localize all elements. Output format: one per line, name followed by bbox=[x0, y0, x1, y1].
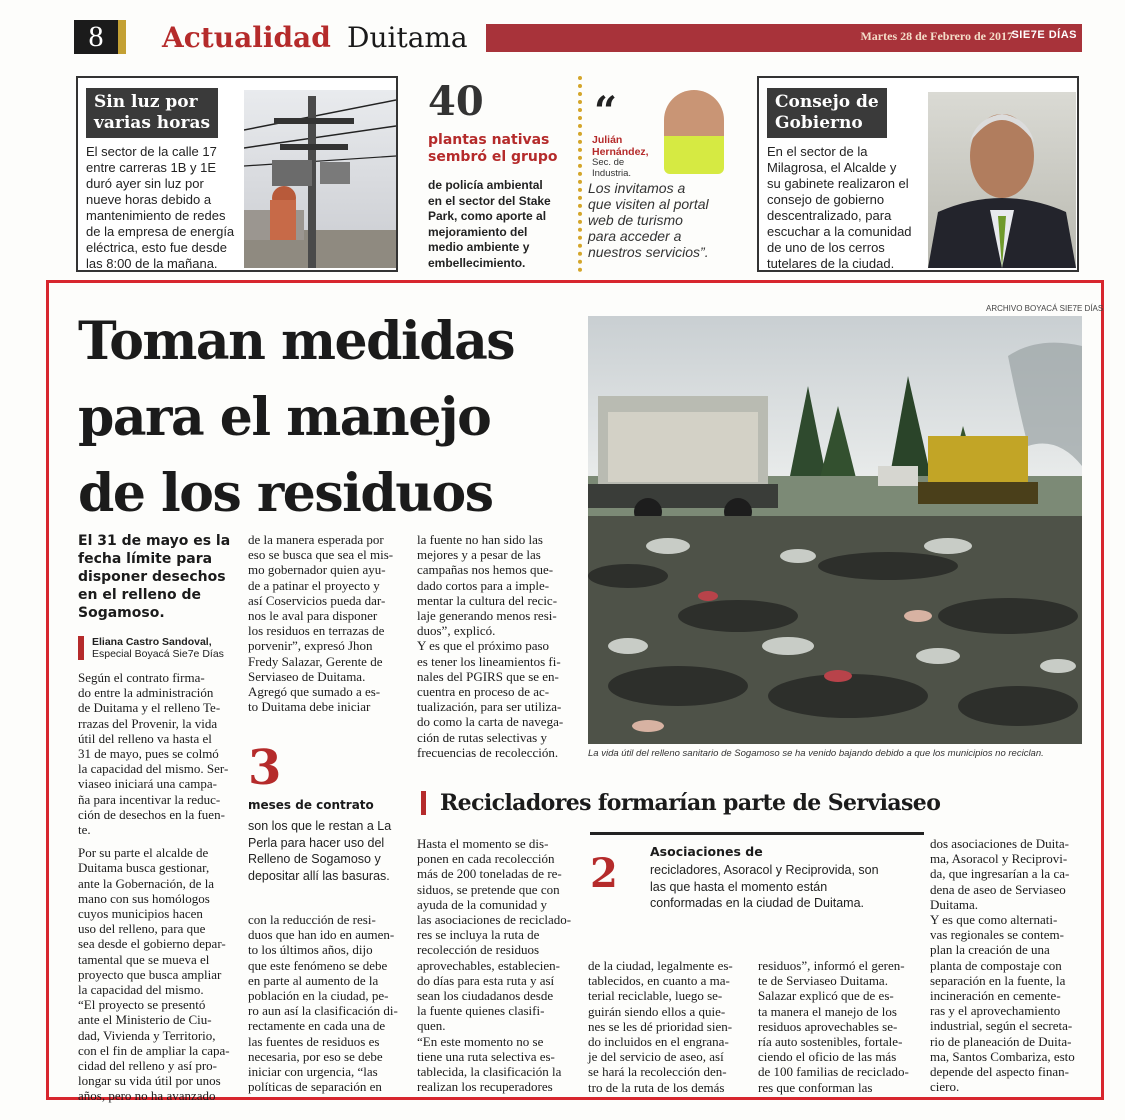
text-line: nes se les dé prioridad sien- bbox=[588, 1018, 733, 1034]
text-line: uso del relleno, para que bbox=[78, 921, 206, 937]
fact-rule bbox=[590, 832, 924, 835]
text-line: planta de compostaje con bbox=[930, 957, 1062, 973]
text-line: da, que ingresarían a la ca- bbox=[930, 866, 1070, 882]
text-line: Park, como aporte al bbox=[428, 209, 547, 223]
text-line: mo gobernador quien ayu- bbox=[248, 562, 386, 578]
section-subheading: Recicladores formarían parte de Serviaseo bbox=[440, 790, 941, 816]
text-line: las que hasta el momento están bbox=[650, 879, 828, 894]
text-line: porvenir”, expresó Jhon bbox=[248, 638, 373, 654]
text-line: la fuente quienes clasifi- bbox=[417, 1003, 545, 1019]
section-label: Actualidad bbox=[162, 21, 331, 54]
text-line: escuchar a la comunidad bbox=[767, 224, 912, 239]
text-line: conformadas en la ciudad de Duitama. bbox=[650, 896, 865, 910]
text-line: Salazar explicó que de es- bbox=[758, 988, 894, 1004]
text-line: cidad del relleno y así pro- bbox=[78, 1058, 217, 1074]
text-line: plan la creación de una bbox=[930, 942, 1050, 958]
plants-count: 40 bbox=[428, 78, 484, 125]
text-line: es tener los lineamientos fi- bbox=[417, 653, 561, 669]
text-line: de a patinar el proyecto y bbox=[248, 577, 380, 593]
headline-line: de los residuos bbox=[78, 463, 493, 524]
text-line: terial reciclable, luego se- bbox=[588, 988, 723, 1004]
text-line: residuos”, informó el geren- bbox=[758, 958, 905, 973]
text-line: residuos aprovechables se- bbox=[758, 1018, 898, 1034]
text-line: quen. bbox=[417, 1018, 446, 1034]
text-line: Duitama busca gestionar, bbox=[78, 860, 210, 876]
fact-number: 3 bbox=[248, 740, 282, 796]
text-line: ma, Santos Combariza, esto bbox=[930, 1048, 1075, 1064]
text-line: en parte al aumento de la bbox=[248, 972, 379, 988]
text-line: separación en la fuente, la bbox=[930, 972, 1066, 988]
text-line: mentar la cultura del recic- bbox=[417, 592, 558, 608]
article-column-2 bbox=[248, 532, 400, 714]
plants-text bbox=[428, 178, 578, 271]
landfill-photo bbox=[588, 316, 1082, 744]
quoted-person-photo bbox=[664, 90, 724, 174]
fact-number: 2 bbox=[590, 850, 618, 897]
text-line: 31 de mayo, pues se colmó bbox=[78, 746, 219, 762]
text-line: En el sector de la bbox=[767, 144, 868, 159]
dotted-divider bbox=[578, 76, 586, 272]
sub-column-1 bbox=[417, 836, 573, 1094]
text-line: web de turismo bbox=[588, 212, 683, 228]
text-line: duos”, explicó. bbox=[417, 623, 496, 639]
text-line: do como la carta de navega- bbox=[417, 714, 564, 730]
fact-text bbox=[650, 862, 922, 912]
text-line: depende del aspecto finan- bbox=[930, 1064, 1069, 1080]
text-line: ría auto sostenibles, fortale- bbox=[758, 1034, 903, 1050]
section-city: Duitama bbox=[347, 21, 468, 54]
text-line: nueve horas debido a bbox=[86, 192, 212, 207]
text-line: frecuencias de recolección. bbox=[417, 744, 559, 760]
text-line: nos le aval para disponer bbox=[248, 608, 378, 624]
text-line: ción de desechos en la fuen- bbox=[78, 806, 225, 822]
text-line: rrazas del Provenir, la vida bbox=[78, 715, 218, 731]
text-line: de uno de los cerros bbox=[767, 240, 885, 255]
text-line: eso se busca que sea el mis- bbox=[248, 547, 394, 563]
page-number: 8 bbox=[74, 20, 118, 54]
text-line: recicladores, Asoracol y Reciprovida, son bbox=[650, 863, 879, 877]
article-column-1 bbox=[78, 670, 238, 1104]
text-line: dado cortos para a imple- bbox=[417, 577, 550, 593]
photo-credit: ARCHIVO BOYACÁ SIE7E DÍAS bbox=[986, 304, 1104, 313]
text-line: ponen en cada recolección bbox=[417, 851, 555, 867]
text-line: dena de aseo de Serviaseo bbox=[930, 881, 1066, 897]
text-line: así Coservicios pueda dar- bbox=[248, 592, 386, 608]
text-line: nales del PGIRS que se en- bbox=[417, 668, 559, 684]
photo-caption: La vida útil del relleno sanitario de Sogamoso se ha venido bajando debido a que los municipios no reciclan. bbox=[588, 748, 1044, 759]
brief-text bbox=[86, 144, 246, 272]
text-line: te. bbox=[78, 822, 91, 838]
text-line: se hará la recolección den- bbox=[588, 1064, 727, 1080]
text-line: mantenimiento de redes bbox=[86, 208, 226, 223]
text-line: de Duitama y el relleno Te- bbox=[78, 700, 221, 716]
text-line: tablecidos, en cuanto a ma- bbox=[588, 973, 730, 989]
quote-author bbox=[592, 134, 649, 158]
text-line: Según el contrato firma- bbox=[78, 670, 205, 685]
text-line: cuentra en proceso de ac- bbox=[417, 684, 550, 700]
brief-title-line: Sin luz por bbox=[94, 92, 198, 112]
text-line: de la empresa de energía bbox=[86, 224, 235, 239]
text-line: Duitama. bbox=[930, 896, 979, 912]
role-line: Industria. bbox=[592, 168, 632, 179]
text-line: mano con sus homólogos bbox=[78, 890, 210, 906]
headline-line: Toman medidas bbox=[78, 311, 515, 372]
sub-column-2 bbox=[588, 958, 744, 1095]
text-line: laje generando menos resi- bbox=[417, 608, 557, 624]
text-line: viaseo iniciará una campa- bbox=[78, 776, 217, 792]
text-line: necesaria, por eso se debe bbox=[248, 1048, 383, 1064]
text-line: para acceder a bbox=[588, 228, 682, 244]
quote-text bbox=[588, 180, 738, 260]
brief-title-line: Gobierno bbox=[775, 113, 863, 133]
sub-column-3 bbox=[758, 958, 916, 1095]
text-line: tro de la ruta de los demás bbox=[588, 1079, 725, 1095]
author-role: Especial Boyacá Sie7e Días bbox=[92, 648, 224, 660]
text-line: las fuentes de residuos es bbox=[248, 1033, 380, 1049]
text-line: son los que le restan a La bbox=[248, 819, 392, 833]
text-line: recolección de residuos bbox=[417, 942, 540, 958]
text-line: Y es que el próximo paso bbox=[417, 638, 550, 654]
text-line: to los últimos años, dijo bbox=[248, 942, 373, 958]
fact-label: Asociaciones de bbox=[650, 844, 763, 859]
text-line: Hasta el momento se dis- bbox=[417, 836, 549, 851]
text-line: tamental que se mueva el bbox=[78, 951, 210, 967]
brief-title bbox=[767, 88, 887, 138]
text-line: Milagrosa, el Alcalde y bbox=[767, 160, 897, 175]
text-line: años, pero no ha avanzado bbox=[78, 1088, 216, 1104]
text-line: Relleno de Sogamoso y bbox=[248, 852, 381, 866]
text-line: de la manera esperada por bbox=[248, 532, 384, 547]
text-line: ro aun así la clasificación di- bbox=[248, 1003, 398, 1019]
text-line: más de 200 toneladas de re- bbox=[417, 866, 562, 882]
text-line: ayuda de la comunidad y bbox=[417, 896, 547, 912]
text-line: la capacidad del mismo. Ser- bbox=[78, 761, 229, 777]
text-line: do incluidos en el engrana- bbox=[588, 1034, 729, 1050]
text-line: ción de rutas selectivas y bbox=[417, 729, 547, 745]
text-line: su gabinete realizaron el bbox=[767, 176, 909, 191]
text-line: las 8:00 de la mañana. bbox=[86, 256, 218, 271]
article-column-2-continued bbox=[248, 912, 400, 1094]
text-line: res que conforman las bbox=[758, 1079, 873, 1095]
author-line: Julián bbox=[592, 134, 623, 146]
fact-text bbox=[248, 818, 398, 884]
text-line: ciero. bbox=[930, 1079, 960, 1095]
text-line: do entre la administración bbox=[78, 685, 214, 701]
text-line: rectamente en cada una de bbox=[248, 1018, 386, 1034]
text-line: realizan los recuperadores bbox=[417, 1079, 553, 1095]
author-line: Hernández, bbox=[592, 146, 649, 158]
text-line: útil del relleno va hasta el bbox=[78, 730, 212, 746]
text-line: los residuos en terrazas de bbox=[248, 623, 385, 639]
text-line: en el sector del Stake bbox=[428, 193, 551, 208]
subhead-accent bbox=[421, 791, 426, 815]
text-line: sean los ciudadanos desde bbox=[417, 988, 554, 1004]
text-line: políticas de separación en bbox=[248, 1079, 382, 1095]
brief-title bbox=[86, 88, 218, 138]
power-pylon-photo bbox=[244, 90, 396, 268]
text-line: eléctrica, esto fue desde bbox=[86, 240, 227, 255]
text-line: “El proyecto se presentó bbox=[78, 997, 206, 1013]
text-line: aprovechables, establecien- bbox=[417, 957, 560, 973]
text-line: rio de planeación de Duita- bbox=[930, 1033, 1072, 1049]
text-line: tualización, para ser utiliza- bbox=[417, 699, 562, 715]
text-line: duró ayer sin luz por bbox=[86, 176, 204, 191]
text-line: embellecimiento. bbox=[428, 255, 526, 270]
text-line: tutelares de la ciudad. bbox=[767, 256, 895, 271]
text-line: “En este momento no se bbox=[417, 1033, 544, 1049]
text-line: ras y el aprovechamiento bbox=[930, 1003, 1061, 1019]
headline-line: plantas nativas bbox=[428, 132, 550, 148]
text-line: industrial, según el secreta- bbox=[930, 1018, 1073, 1034]
article-lead: El 31 de mayo es la fecha límite para disponer desechos en el relleno de Sogamoso. bbox=[78, 533, 231, 621]
text-line: duos que han ido en aumen- bbox=[248, 927, 395, 943]
text-line: El sector de la calle 17 bbox=[86, 144, 217, 159]
text-line: siduos, se pretende que con bbox=[417, 881, 560, 897]
text-line: con el fin de ampliar la capa- bbox=[78, 1042, 230, 1058]
article-headline bbox=[78, 304, 568, 532]
text-line: iniciar con urgencia, “las bbox=[248, 1064, 378, 1080]
text-line: Fredy Salazar, Gerente de bbox=[248, 653, 383, 669]
text-line: la fuente no han sido las bbox=[417, 532, 543, 547]
headline-line: sembró el grupo bbox=[428, 149, 558, 165]
text-line: ante la Gobernación, de la bbox=[78, 875, 215, 891]
page-number-accent bbox=[118, 20, 126, 54]
text-line: do días para esta ruta y así bbox=[417, 972, 555, 988]
byline bbox=[92, 636, 224, 660]
text-line: ante el Ministerio de Ciu- bbox=[78, 1012, 212, 1028]
text-line: Agregó que sumado a es- bbox=[248, 684, 381, 700]
text-line: incineración en cemente- bbox=[930, 988, 1061, 1004]
text-line: descentralizado, para bbox=[767, 208, 892, 223]
text-line: nuestros servicios”. bbox=[588, 244, 709, 260]
text-line: ma, Asoracol y Reciprovi- bbox=[930, 851, 1068, 867]
text-line: medio ambiente y bbox=[428, 240, 530, 254]
text-line: guirán siendo ellos a quie- bbox=[588, 1003, 726, 1019]
text-line: tablecida, la clasificación la bbox=[417, 1064, 562, 1080]
text-line: je del servicio de aseo, así bbox=[588, 1049, 724, 1065]
text-line: las asociaciones de reciclado- bbox=[417, 912, 572, 928]
text-line: Por su parte el alcalde de bbox=[78, 845, 209, 861]
article-column-3 bbox=[417, 532, 573, 760]
text-line: longar su vida útil por unos bbox=[78, 1073, 221, 1089]
text-line: cuyos municipios hacen bbox=[78, 906, 203, 922]
quote-mark-icon: “ bbox=[594, 88, 618, 135]
fact-label: meses de contrato bbox=[248, 798, 374, 812]
text-line: ña para incentivar la reduc- bbox=[78, 791, 221, 807]
brief-title-line: varias horas bbox=[94, 113, 211, 133]
text-line: dos asociaciones de Duita- bbox=[930, 836, 1069, 851]
text-line: vas regionales se contem- bbox=[930, 927, 1064, 943]
text-line: te de Serviaseo Duitama. bbox=[758, 973, 888, 989]
role-line: Sec. de bbox=[592, 157, 625, 168]
text-line: con la reducción de resi- bbox=[248, 912, 376, 927]
text-line: ciendo el oficio de las más bbox=[758, 1049, 897, 1065]
text-line: Y es que como alternati- bbox=[930, 912, 1058, 928]
text-line: la capacidad del mismo. bbox=[78, 982, 204, 998]
author-name: Eliana Castro Sandoval, bbox=[92, 636, 212, 648]
text-line: to Duitama debe iniciar bbox=[248, 699, 371, 715]
mayor-photo bbox=[928, 92, 1076, 268]
text-line: que este fenómeno se debe bbox=[248, 957, 388, 973]
plants-headline bbox=[428, 132, 578, 166]
brief-title-line: Consejo de bbox=[775, 92, 879, 112]
text-line: proyecto que busca ampliar bbox=[78, 966, 222, 982]
text-line: dad, Vivienda y Territorio, bbox=[78, 1027, 216, 1043]
text-line: Serviaseo de Duitama. bbox=[248, 668, 366, 684]
text-line: mejores y a pesar de las bbox=[417, 547, 541, 563]
issue-date: Martes 28 de Febrero de 2017 bbox=[860, 29, 1013, 43]
text-line: de la ciudad, legalmente es- bbox=[588, 958, 733, 973]
byline-accent bbox=[78, 636, 84, 660]
text-line: sea desde el gobierno depar- bbox=[78, 936, 226, 952]
text-line: campañas nos hemos que- bbox=[417, 562, 554, 578]
text-line: Los invitamos a bbox=[588, 180, 686, 196]
text-line: entre carreras 1B y 1E bbox=[86, 160, 217, 175]
text-line: depositar allí las basuras. bbox=[248, 868, 390, 883]
text-line: de 100 familias de reciclado- bbox=[758, 1064, 909, 1080]
text-line: población en la ciudad, pe- bbox=[248, 988, 389, 1004]
text-line: ta manera el manejo de los bbox=[758, 1003, 897, 1019]
text-line bbox=[78, 837, 238, 845]
text-line: consejo de gobierno bbox=[767, 192, 885, 207]
quote-author-role bbox=[592, 157, 631, 179]
text-line: mejoramiento del bbox=[428, 224, 528, 239]
brief-text bbox=[767, 144, 931, 272]
text-line: Perla para hacer uso del bbox=[248, 835, 385, 850]
brand-logo: SIE7E DÍAS bbox=[1011, 29, 1077, 41]
headline-line: para el manejo bbox=[78, 387, 491, 448]
text-line: que visiten al portal bbox=[588, 196, 709, 212]
text-line: de policía ambiental bbox=[428, 178, 543, 192]
text-line: res se incluya la ruta de bbox=[417, 927, 540, 943]
text-line: tiene una ruta selectiva es- bbox=[417, 1048, 555, 1064]
sub-column-4 bbox=[930, 836, 1082, 1094]
